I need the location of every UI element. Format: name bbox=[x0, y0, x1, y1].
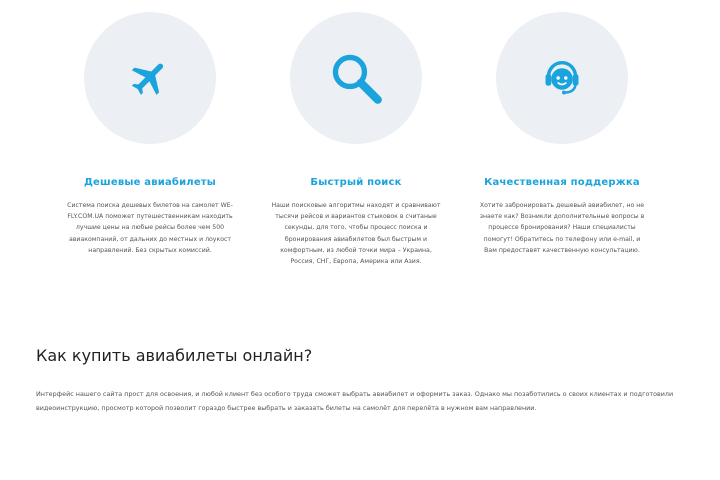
feature-title: Быстрый поиск bbox=[310, 177, 402, 188]
magnifier-icon bbox=[327, 49, 385, 107]
section-heading: Как купить авиабилеты онлайн? bbox=[36, 346, 313, 365]
feature-title: Качественная поддержка bbox=[484, 177, 640, 188]
feature-cheap-tickets bbox=[60, 12, 240, 256]
feature-icon-circle bbox=[290, 12, 422, 144]
how-to-buy-section bbox=[36, 346, 686, 415]
section-paragraph: Интерфейс нашего сайта прост для освоения, и любой клиент без особого труда сможет выбрать авиабилет и оформить заказ. Однако мы позаботились о своих клиентах и подготовили видеоинструкцию, просмотр которой позволит гораздо быстрее выбрать и заказать билеты на самолёт для перелёта в нужном вам направлении. bbox=[36, 390, 674, 412]
feature-title: Дешевые авиабилеты bbox=[83, 177, 217, 188]
feature-icon-circle bbox=[496, 12, 628, 144]
feature-support bbox=[472, 12, 652, 256]
airplane-icon bbox=[128, 56, 172, 100]
support-agent-icon bbox=[539, 55, 585, 101]
feature-description: Хотите забронировать дешевый авиабилет, но не знаете как? Возникли дополнительные вопросы в процессе бронирования? Наши специалисты помогут! Обратитесь по телефону или e-mail, и Вам предоставят качественную консультацию. bbox=[479, 202, 645, 254]
feature-fast-search bbox=[266, 12, 446, 267]
feature-description: Система поиска дешевых билетов на самолет WE-FLY.COM.UA поможет путешественникам находить лучшие цены на любые рейсы более чем 500 авиакомпаний, от дальних до местных и лоукост направлений. Без скрытых комиссий. bbox=[67, 202, 233, 254]
feature-description: Наши поисковые алгоритмы находят и сравнивают тысячи рейсов и вариантов стыковок в считаные секунды, для того, чтобы процесс поиска и бронирования авиабилетов был быстрым и комфортным, из любой точки мира – Украина, Россия, СНГ, Европа, Америка или Азия. bbox=[271, 202, 441, 266]
feature-icon-circle bbox=[84, 12, 216, 144]
